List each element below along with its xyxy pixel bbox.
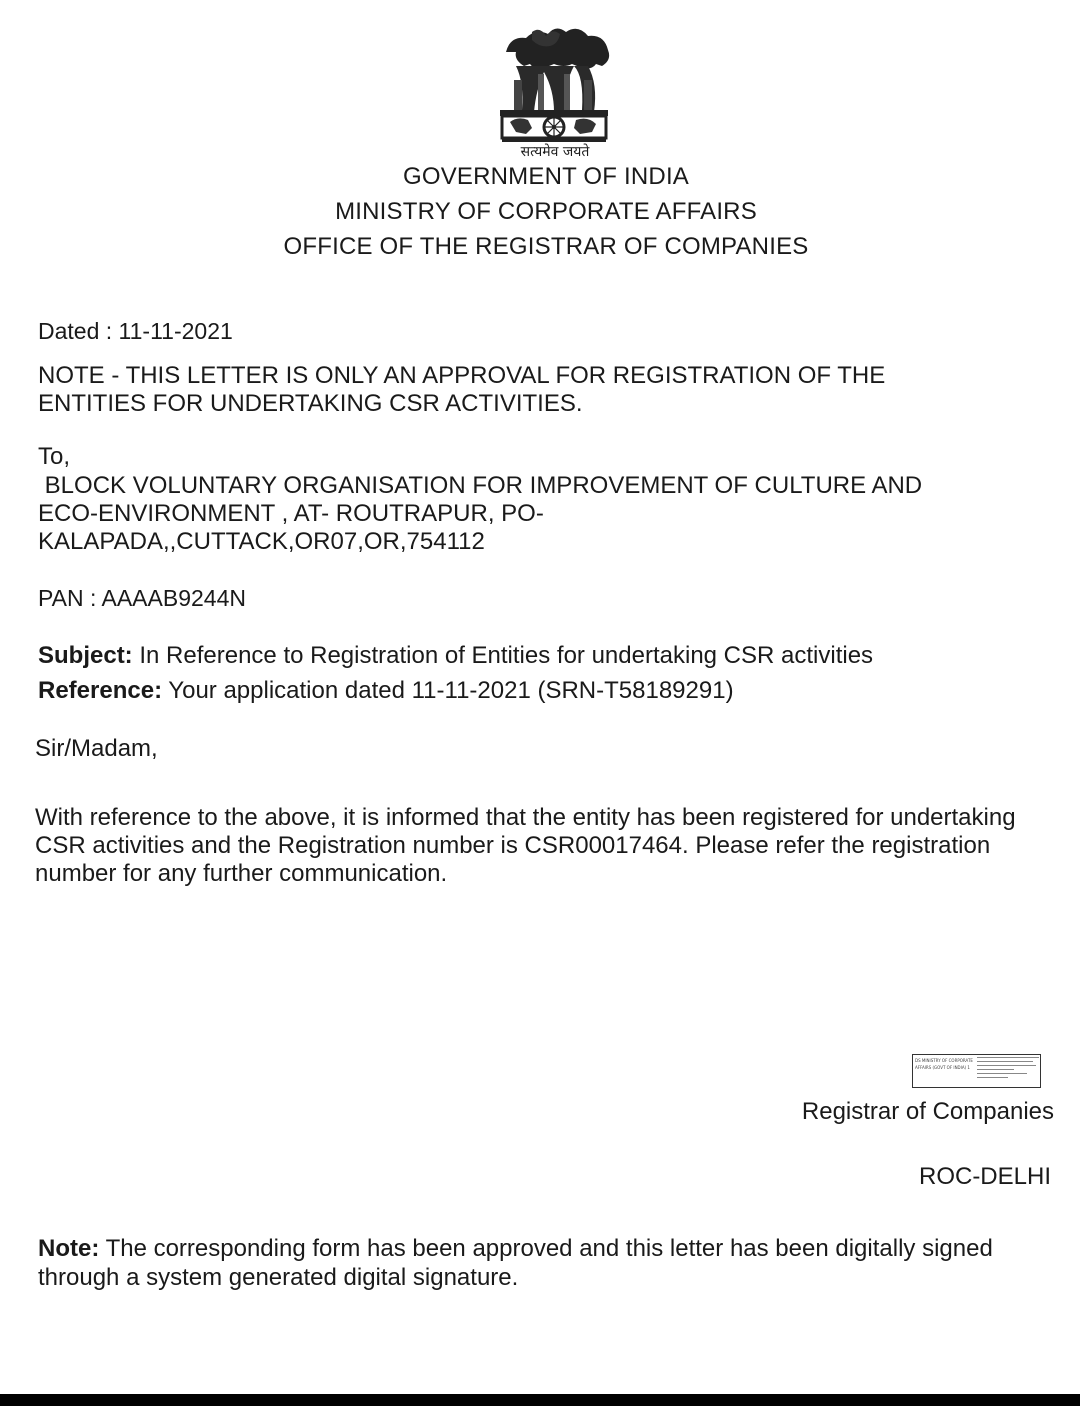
recipient-to: To, <box>38 443 71 470</box>
recipient-line1: BLOCK VOLUNTARY ORGANISATION FOR IMPROVEMENT OF CULTURE AND <box>38 472 923 499</box>
bottom-note-line1 <box>38 1234 993 1263</box>
approval-note-line1: NOTE - THIS LETTER IS ONLY AN APPROVAL FOR REGISTRATION OF THE <box>38 362 886 389</box>
body-line2: CSR activities and the Registration number is CSR00017464. Please refer the registration <box>35 832 991 859</box>
reference-label: Reference: <box>38 677 163 704</box>
stamp-signer-line1: DS MINISTRY OF CORPORATE <box>915 1058 973 1063</box>
signatory-office: ROC-DELHI <box>918 1163 1051 1190</box>
bottom-note-text: The corresponding form has been approved and this letter has been digitally signed <box>99 1235 993 1262</box>
bottom-edge-bar <box>0 1394 1080 1406</box>
body-line1: With reference to the above, it is informed that the entity has been registered for undertaking <box>35 804 1016 831</box>
signatory-title: Registrar of Companies <box>801 1098 1054 1125</box>
subject-text: In Reference to Registration of Entities for undertaking CSR activities <box>132 642 874 669</box>
bottom-note-line2: through a system generated digital signature. <box>38 1264 519 1291</box>
header-ministry: MINISTRY OF CORPORATE AFFAIRS <box>335 198 757 225</box>
salutation: Sir/Madam, <box>35 735 158 762</box>
approval-note-line2: ENTITIES FOR UNDERTAKING CSR ACTIVITIES. <box>38 390 583 417</box>
subject-line <box>38 641 873 670</box>
body-line3: number for any further communication. <box>35 860 448 887</box>
recipient-line3: KALAPADA,,CUTTACK,OR07,OR,754112 <box>38 528 485 555</box>
pan-line: PAN : AAAAB9244N <box>38 585 246 611</box>
emblem-motto: सत्यमेव जयते <box>520 144 590 160</box>
digital-signature-stamp <box>912 1054 1041 1088</box>
recipient-line2: ECO-ENVIRONMENT , AT- ROUTRAPUR, PO- <box>38 500 544 527</box>
stamp-details-lines <box>977 1057 1039 1081</box>
header-government: GOVERNMENT OF INDIA <box>402 163 690 190</box>
reference-text: Your application dated 11-11-2021 (SRN-T58189291) <box>162 677 734 704</box>
subject-label: Subject: <box>38 642 133 669</box>
date-line: Dated : 11-11-2021 <box>38 318 233 344</box>
header-office: OFFICE OF THE REGISTRAR OF COMPANIES <box>283 233 809 260</box>
bottom-note-label: Note: <box>38 1235 100 1262</box>
reference-line <box>38 676 734 705</box>
stamp-signer-line2: AFFAIRS (GOVT OF INDIA) 1 <box>915 1065 970 1070</box>
